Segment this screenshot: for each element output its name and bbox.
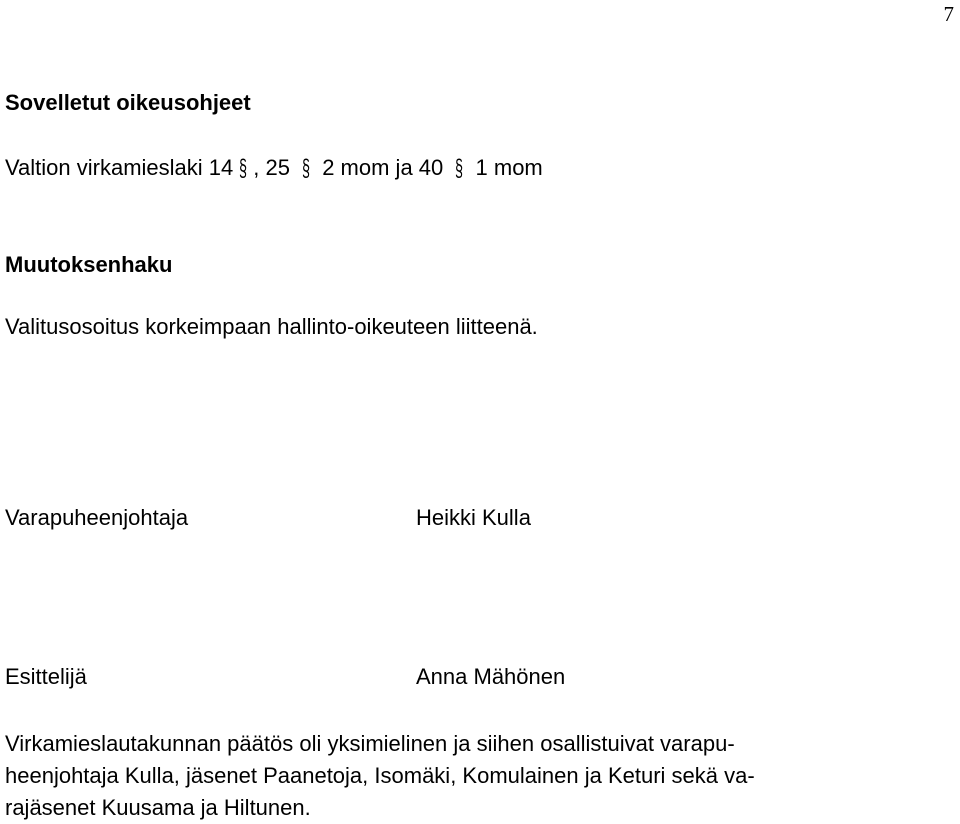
law-mid-1: , 25 <box>253 155 290 180</box>
section-symbol-icon: § <box>302 155 311 182</box>
section-symbol-icon: § <box>239 155 248 182</box>
signature-row <box>5 664 905 694</box>
signature-row <box>5 505 905 535</box>
paragraph-line: Virkamieslautakunnan päätös oli yksimielinen ja siihen osallistuivat varapu- <box>5 731 735 756</box>
section-symbol-icon: § <box>455 155 464 182</box>
law-suffix: 1 mom <box>475 155 543 180</box>
decision-note <box>5 728 955 824</box>
applied-laws-heading: Sovelletut oikeusohjeet <box>5 90 251 115</box>
signature-name: Heikki Kulla <box>416 505 531 530</box>
appeal-text: Valitusosoitus korkeimpaan hallinto-oikeuteen liitteenä. <box>5 314 538 339</box>
applied-laws-text <box>5 154 543 182</box>
law-mid-2: 2 mom ja 40 <box>322 155 444 180</box>
page-number: 7 <box>943 2 954 26</box>
signature-role: Varapuheenjohtaja <box>5 505 189 530</box>
law-prefix: Valtion virkamieslaki 14 <box>5 155 234 180</box>
signature-role: Esittelijä <box>5 664 87 689</box>
paragraph-line: rajäsenet Kuusama ja Hiltunen. <box>5 795 311 820</box>
appeal-heading: Muutoksenhaku <box>5 252 173 277</box>
signature-name: Anna Mähönen <box>416 664 566 689</box>
paragraph-line: heenjohtaja Kulla, jäsenet Paanetoja, Isomäki, Komulainen ja Keturi sekä va- <box>5 763 755 788</box>
